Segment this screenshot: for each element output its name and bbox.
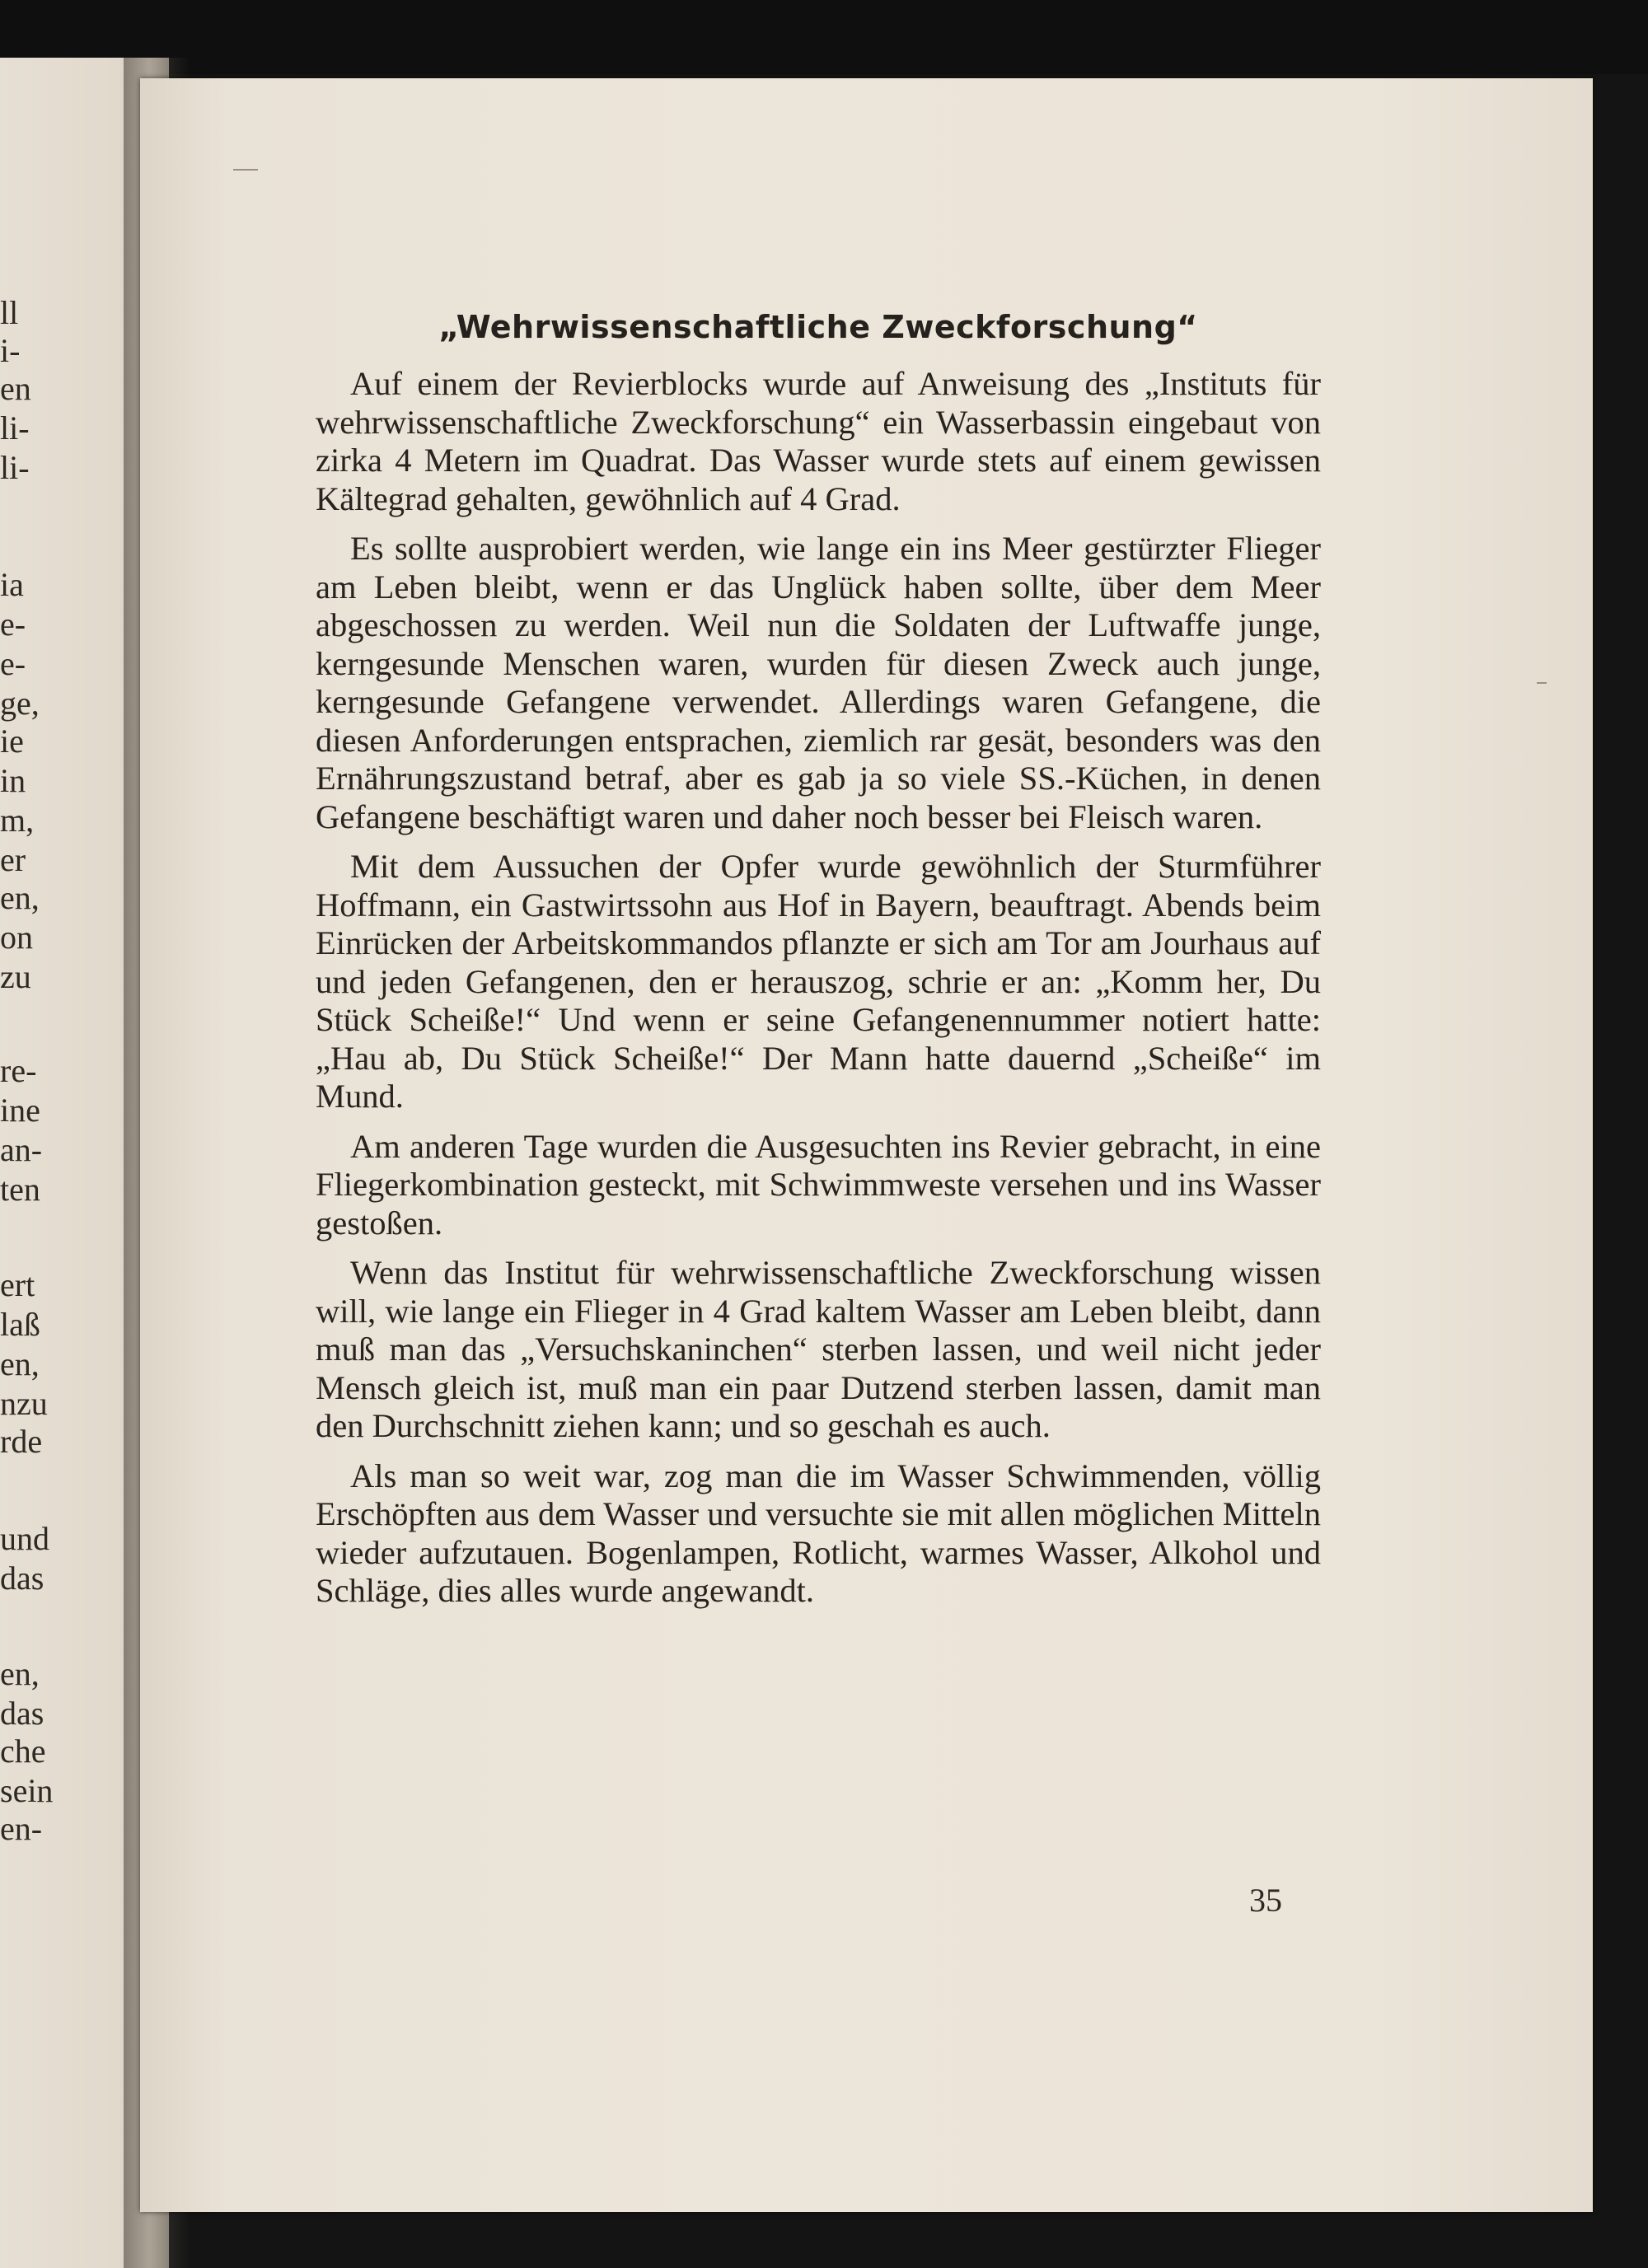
fragment: en, (0, 879, 40, 916)
fragment: re- (0, 1052, 37, 1089)
fragment: on (0, 919, 33, 956)
paragraph: Am anderen Tage wurden die Ausgesuchten ins Revier gebracht, in eine Fliegerkombination gesteckt, mit Schwimmweste versehen und ins Wasser gestoßen. (316, 1127, 1321, 1242)
fragment: ten (0, 1171, 40, 1208)
fragment: das (0, 1560, 44, 1597)
fragment: m, (0, 802, 35, 839)
article (316, 309, 1321, 1622)
paragraph: Mit dem Aussuchen der Opfer wurde gewöhnlich der Sturmführer Hoffmann, ein Gastwirtssohn aus Hof in Bayern, beauftragt. Abends beim Einrücken der Arbeitskommandos pflanzte er sich am Tor am Jourhaus auf und jeden Gefangenen, den er herauszog, schrie er an: „Komm her, Du Stück Scheiße!“ Und wenn er seine Gefangenennummer notiert hatte: „Hau ab, Du Stück Scheiße!“ Der Mann hatte dauernd „Scheiße“ im Mund. (316, 848, 1321, 1115)
fragment: ie (0, 722, 24, 760)
fragment: an- (0, 1131, 43, 1168)
fragment: ia (0, 566, 24, 603)
fragment: sein (0, 1772, 54, 1809)
scanner-background (0, 0, 1648, 74)
fragment: en, (0, 1345, 40, 1382)
fragment: li- (0, 409, 30, 447)
fragment: ll (0, 294, 19, 331)
fragment: das (0, 1695, 44, 1732)
fragment: und (0, 1520, 49, 1557)
fragment: in (0, 762, 26, 799)
paragraph: Es sollte ausprobiert werden, wie lange ein ins Meer gestürzter Flieger am Leben bleibt, wenn er das Unglück haben sollte, über dem Meer abgeschossen zu werden. Weil nun die Soldaten der Luftwaffe junge, kerngesunde Menschen waren, wurden für diesen Zweck auch junge, kerngesunde Gefangene verwendet. Allerdings waren Gefangene, die diesen Anforderungen entsprachen, ziemlich rar gesät, besonders was den Ernährungszustand betraf, aber es gab ja so viele SS.-Küchen, in denen Gefangene beschäftigt waren und daher noch besser bei Fleisch waren. (316, 530, 1321, 835)
fragment: en (0, 370, 31, 407)
fragment: ert (0, 1266, 35, 1303)
page-speck (233, 169, 258, 171)
fragment: er (0, 841, 26, 878)
fragment: li- (0, 449, 30, 486)
fragment: zu (0, 958, 31, 995)
paragraph: Auf einem der Revierblocks wurde auf Anweisung des „Instituts für wehrwissenschaftliche Zweckforschung“ ein Wasserbassin eingebaut von zirka 4 Metern im Quadrat. Das Wasser wurde stets auf einem gewissen Kältegrad gehalten, gewöhnlich auf 4 Grad. (316, 365, 1321, 517)
fragment: e- (0, 645, 26, 682)
article-title: „Wehrwissenschaftliche Zweckforschung“ (438, 309, 1198, 345)
fragment: en, (0, 1655, 40, 1692)
paragraph: Als man so weit war, zog man die im Wasser Schwimmenden, völlig Erschöpften aus dem Wasser und versuchte sie mit allen möglichen Mitteln wieder aufzutauen. Bogenlampen, Rotlicht, warmes Wasser, Alkohol und Schläge, dies alles wurde angewandt. (316, 1457, 1321, 1609)
fragment: i- (0, 332, 21, 369)
fragment: e- (0, 606, 26, 643)
page-speck (1537, 682, 1547, 684)
paragraph: Wenn das Institut für wehrwissenschaftliche Zweckforschung wissen will, wie lange ein Flieger in 4 Grad kaltem Wasser am Leben bleibt, dann muß man das „Versuchskaninchen“ sterben lassen, und weil nicht jeder Mensch gleich ist, muß man ein paar Dutzend sterben lassen, damit man den Durchschnitt ziehen kann; und so geschah es auch. (316, 1254, 1321, 1444)
fragment: rde (0, 1423, 43, 1460)
fragment: en- (0, 1810, 43, 1847)
book-page (140, 78, 1593, 2212)
fragment: nzu (0, 1385, 48, 1422)
page-number: 35 (1249, 1882, 1282, 1919)
fragment: ge, (0, 685, 40, 722)
fragment: ine (0, 1092, 40, 1129)
fragment: laß (0, 1306, 40, 1343)
fragment: che (0, 1733, 46, 1770)
